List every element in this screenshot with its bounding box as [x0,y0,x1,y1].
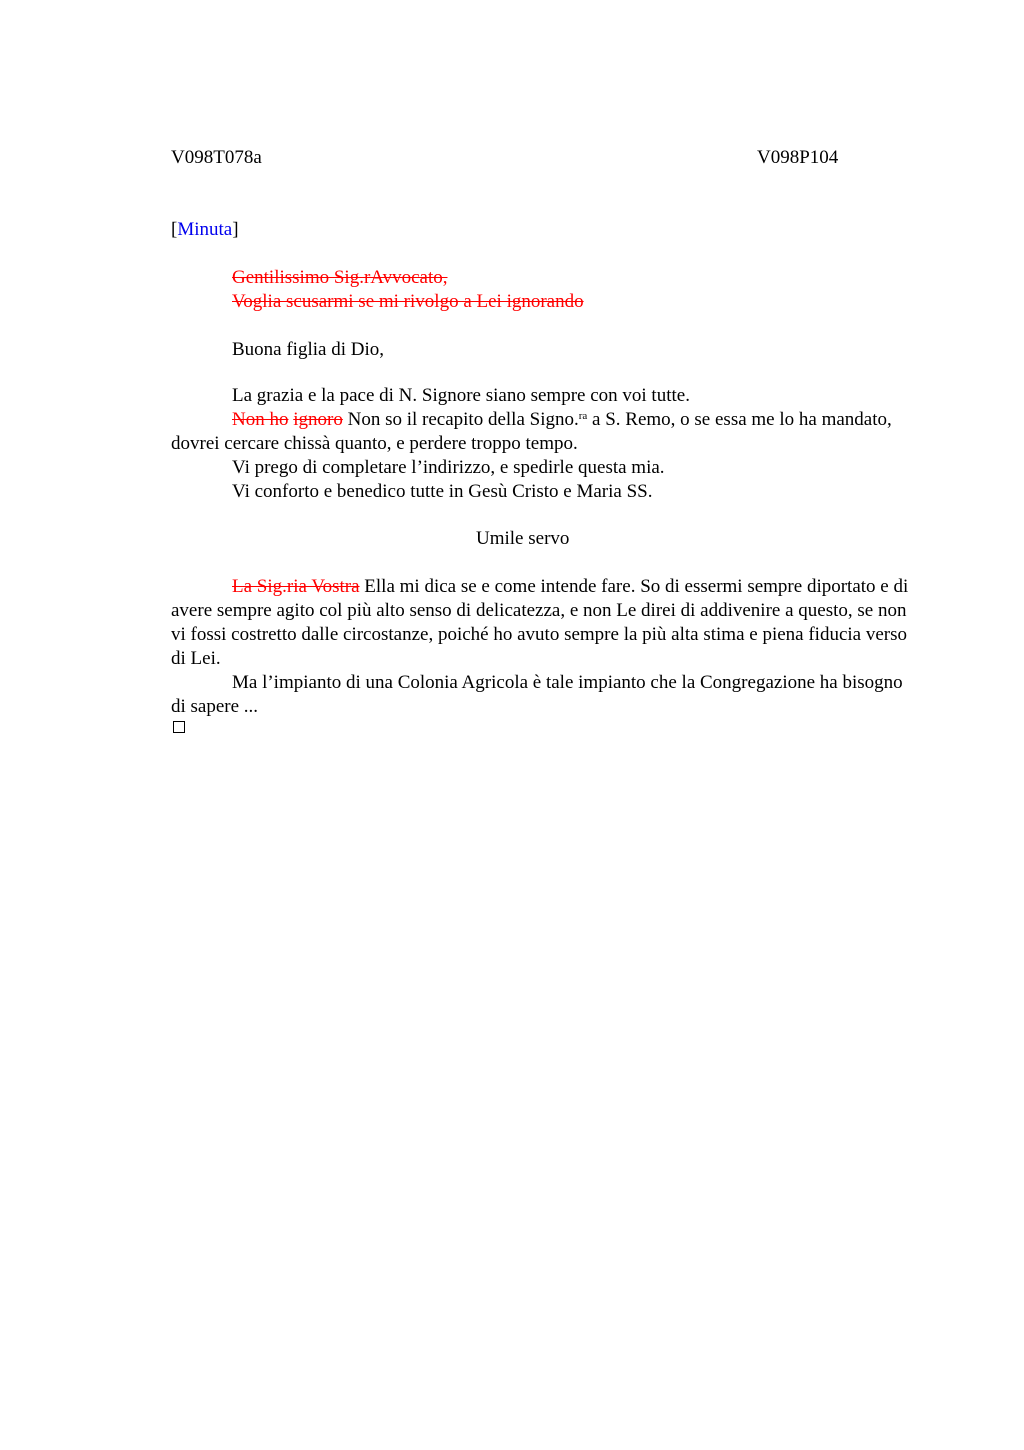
checkbox-square-icon [173,721,185,733]
second-paragraph-1 [171,575,911,671]
salutation: Buona figlia di Dio, [232,339,384,360]
minuta-link[interactable]: Minuta [177,219,233,240]
document-code-left: V098T078a [171,147,262,168]
minuta-label [171,218,239,242]
body-paragraph-4: Vi conforto e benedico tutte in Gesù Cristo e Maria SS. [232,481,653,502]
body-paragraph-2 [171,408,911,456]
deleted-apology-line: Voglia scusarmi se mi rivolgo a Lei ignorando [232,291,584,312]
letter-body [171,384,911,504]
body-paragraph-3: Vi prego di completare l’indirizzo, e spedirle questa mia. [232,457,665,478]
minuta-open-bracket: [ [171,219,178,240]
second-paragraph-2: Ma l’impianto di una Colonia Agricola è tale impianto che la Congregazione ha bisogno di sapere ... [171,672,903,717]
second-paragraph-1-text: Ella mi dica se e come intende fare. So di essermi sempre diportato e di avere sempre agito col più alto senso di delicatezza, e non Le direi di addivenire a questo, se non vi fossi costretto dalle circostanze, poiché ho avuto sempre la più alta stima e piena fiducia verso di Lei. [171,576,909,669]
document-code-right: V098P104 [757,147,839,168]
deleted-words-2: ignoro [293,409,343,430]
closing-signature: Umile servo [476,528,570,549]
deleted-greeting: Gentilissimo Sig.rAvvocato, [232,267,448,288]
deleted-address: La Sig.ria Vostra [232,576,360,597]
second-draft [171,575,911,719]
superscript-abbrev: ra [578,410,588,422]
deleted-words-1: Non ho [232,409,289,430]
body-paragraph-2-text-b: a S. Remo, o se essa me lo ha mandato, dovrei cercare chissà quanto, e perdere troppo tempo. [171,409,892,454]
body-paragraph-1: La grazia e la pace di N. Signore siano sempre con voi tutte. [232,385,690,406]
minuta-close-bracket: ] [232,219,239,240]
body-paragraph-2-text-a: Non so il recapito della Signo. [342,409,579,430]
